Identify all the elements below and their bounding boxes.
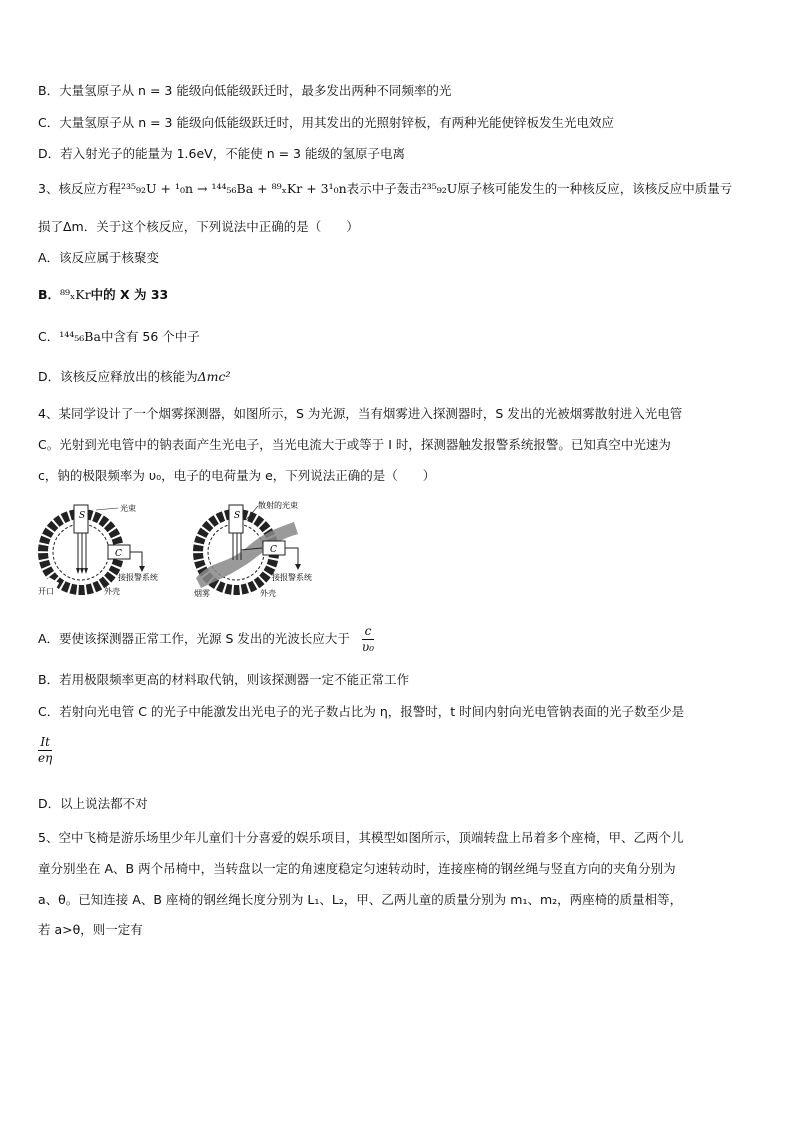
fig-label-s2: S bbox=[234, 511, 241, 521]
fig-label-alarm1: 接报警系统 bbox=[118, 573, 158, 582]
q5-stem-line3: a、θ。已知连接 A、B 座椅的钢丝绳长度分别为 L₁、L₂，甲、乙两儿童的质量分别为 m₁、m₂，两座椅的质量相等， bbox=[38, 892, 683, 907]
q5-stem-line1: 5、空中飞椅是游乐场里少年儿童们十分喜爱的娱乐项目，其模型如图所示，顶端转盘上吊着多个座椅，甲、乙两个儿 bbox=[38, 830, 684, 845]
fig-label-shell2: 外壳 bbox=[260, 589, 276, 598]
q4-option-a: A．要使该探测器正常工作，光源 S 发出的光波长应大于 $\frac{c}{\text{υ₀}}$ bbox=[38, 624, 375, 654]
q3-target-nucleus: ²³⁵₉₂U bbox=[421, 181, 458, 196]
q3-option-d: D．该核反应释放出的核能为Δmc² bbox=[38, 369, 231, 384]
option-b-prev: B．大量氢原子从 n = 3 能级向低能级跃迁时，最多发出两种不同频率的光 bbox=[38, 83, 452, 98]
q3-stem-line2: 损了Δm．关于这个核反应，下列说法中正确的是（ ） bbox=[38, 219, 359, 234]
q5-stem-line2: 童分别坐在 A、B 两个吊椅中，当转盘以一定的角速度稳定匀速转动时，连接座椅的钢丝绳与竖直方向的夹角分别为 bbox=[38, 861, 676, 876]
q4-stem-line2: C。光射到光电管中的钠表面产生光电子，当光电流大于或等于 I 时，探测器触发报警系统报警。已知真空中光速为 bbox=[38, 437, 671, 452]
fig-label-shell1: 外壳 bbox=[104, 587, 120, 596]
q3-stem-line1: 3、核反应方程²³⁵₉₂U + ¹₀n → ¹⁴⁴₅₆Ba + ⁸⁹ₓKr + 3¹₀n表示中子轰击²³⁵₉₂U原子核可能发生的一种核反应，该核反应中质量亏 bbox=[38, 181, 733, 196]
option-d-prev: D．若入射光子的能量为 1.6eV，不能使 n = 3 能级的氢原子电离 bbox=[38, 146, 405, 161]
q3-equation: ²³⁵₉₂U + ¹₀n → ¹⁴⁴₅₆Ba + ⁸⁹ₓKr + 3¹₀n bbox=[120, 181, 347, 196]
q5-stem-line4: 若 a>θ，则一定有 bbox=[38, 922, 143, 937]
q3-option-b: B．⁸⁹ₓKr中的 X 为 33 bbox=[38, 287, 169, 302]
fig-label-opening: 开口 bbox=[38, 587, 54, 596]
q3-option-c: C．¹⁴⁴₅₆Ba中含有 56 个中子 bbox=[38, 329, 200, 344]
q4-stem-line3: c，钠的极限频率为 υ₀，电子的电荷量为 e，下列说法正确的是（ ） bbox=[38, 468, 436, 483]
fig-label-beam: 光束 bbox=[120, 504, 136, 513]
q4-option-c-fraction: $\frac{It}{e\eta}$ bbox=[38, 735, 53, 765]
q4-stem-line1: 4、某同学设计了一个烟雾探测器，如图所示，S 为光源，当有烟雾进入探测器时，S 发出的光被烟雾散射进入光电管 bbox=[38, 406, 683, 421]
fig-label-c1: C bbox=[115, 549, 122, 559]
fig-label-scattered: 散射的光束 bbox=[258, 501, 298, 510]
q3-option-a: A．该反应属于核聚变 bbox=[38, 250, 160, 265]
fig-label-s1: S bbox=[79, 511, 86, 521]
smoke-detector-figure bbox=[36, 500, 336, 600]
q4-option-c: C．若射向光电管 C 的光子中能激发出光电子的光子数占比为 η，报警时，t 时间内射向光电管钠表面的光子数至少是 bbox=[38, 704, 685, 719]
fig-label-c2: C bbox=[270, 545, 277, 555]
q4-option-b: B．若用极限频率更高的材料取代钠，则该探测器一定不能正常工作 bbox=[38, 672, 410, 687]
fig-label-alarm2: 接报警系统 bbox=[272, 573, 312, 582]
detector-left bbox=[38, 503, 158, 596]
fig-label-smoke: 烟雾 bbox=[194, 589, 210, 598]
detector-right bbox=[194, 500, 312, 598]
option-c-prev: C．大量氢原子从 n = 3 能级向低能级跃迁时，用其发出的光照射锌板，有两种光能使锌板发生光电效应 bbox=[38, 115, 614, 130]
q4-option-d: D．以上说法都不对 bbox=[38, 796, 148, 811]
